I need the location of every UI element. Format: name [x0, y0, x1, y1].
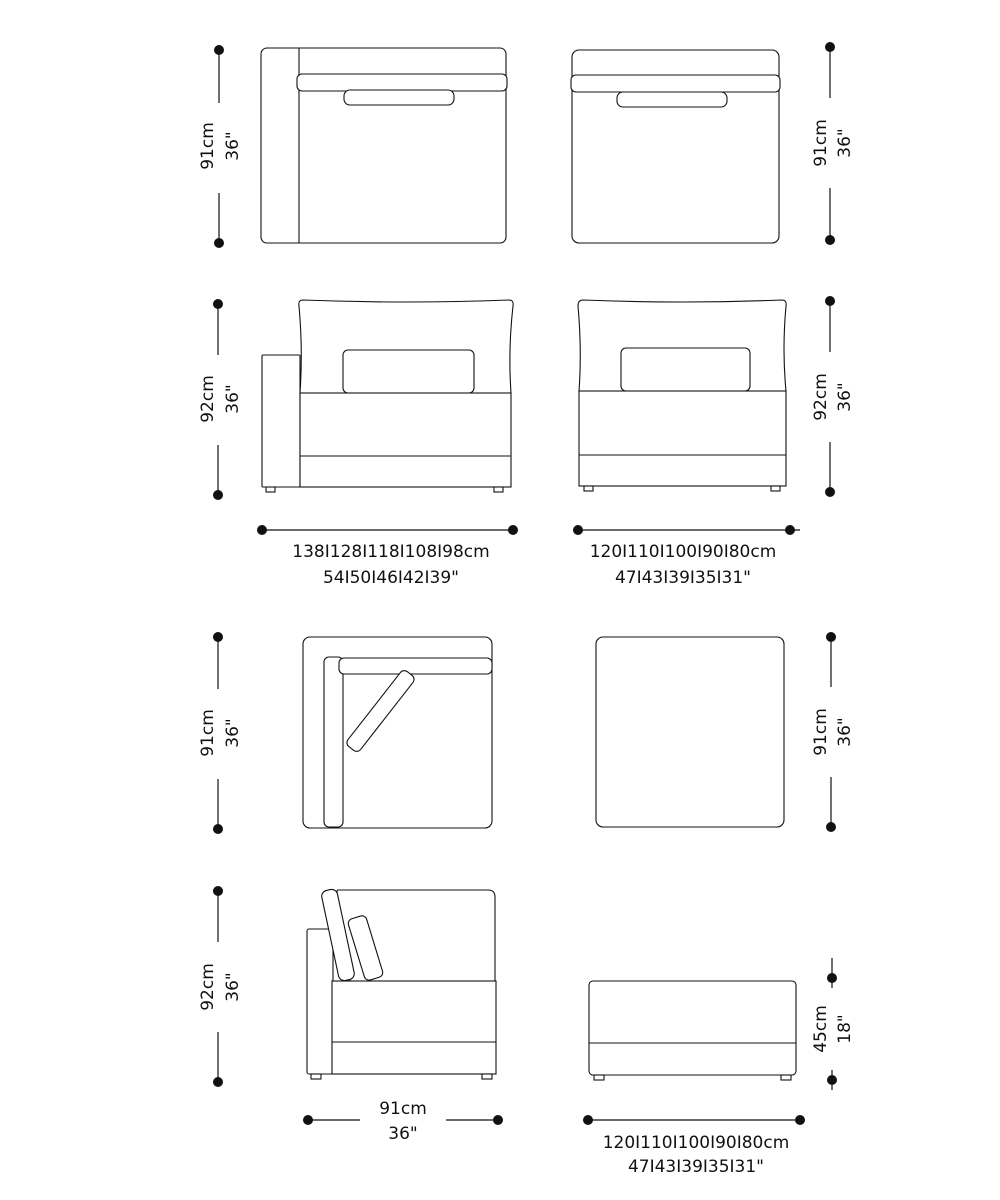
arm-unit-front-view [262, 300, 513, 492]
dimension-corner-width [303, 1099, 503, 1144]
dimension-cm-label: 138I128I118I108I98cm [292, 542, 490, 562]
dimension-cm-label: 91cm [811, 119, 831, 167]
armless-unit-front-view [578, 300, 786, 491]
dimension-cm-label: 45cm [811, 1005, 831, 1053]
dimension-inch-label: 36" [835, 717, 855, 747]
dimension-cm-label: 91cm [198, 122, 218, 170]
dimension-inch-label: 47I43I39I35I31" [614, 568, 752, 588]
dimension-inch-label: 36" [388, 1124, 418, 1144]
dimension-cm-label: 91cm [811, 708, 831, 756]
dimension-inch-label: 47I43I39I35I31" [627, 1157, 765, 1177]
dimension-inch-label: 36" [223, 384, 243, 414]
dimension-cm-label: 120I110I100I90I80cm [602, 1133, 790, 1153]
dimension-cm-label: 92cm [198, 963, 218, 1011]
dimension-arm-top-depth [198, 45, 243, 248]
dimension-inch-label: 54I50I46I42I39" [322, 568, 460, 588]
dimension-inch-label: 36" [223, 131, 243, 161]
dimension-ottoman-height [811, 958, 855, 1090]
dimension-ottoman-width [583, 1115, 805, 1177]
dimension-armless-top-depth [811, 42, 855, 245]
dimension-corner-front-height [198, 886, 243, 1087]
dimension-arm-front-height [198, 299, 243, 500]
dimension-cm-label: 92cm [198, 375, 218, 423]
corner-unit-front-view [307, 888, 496, 1079]
dimension-inch-label: 36" [835, 128, 855, 158]
dimension-armless-front-height [811, 296, 855, 497]
ottoman-top-view [596, 637, 784, 827]
dimension-arm-width [257, 525, 518, 588]
dimension-cm-label: 120I110I100I90I80cm [589, 542, 777, 562]
dimension-cm-label: 91cm [198, 709, 218, 757]
dimension-cm-label: 91cm [379, 1099, 427, 1119]
ottoman-front-view [589, 981, 796, 1080]
dimension-armless-width [573, 525, 800, 588]
dimension-inch-label: 36" [223, 718, 243, 748]
dimension-inch-label: 36" [835, 382, 855, 412]
dimension-inch-label: 36" [223, 972, 243, 1002]
dimension-cm-label: 92cm [811, 373, 831, 421]
corner-unit-top-view [303, 637, 492, 828]
dimension-corner-top-depth [198, 632, 243, 834]
dimension-inch-label: 18" [835, 1014, 855, 1044]
armless-unit-top-view [571, 50, 780, 243]
arm-unit-top-view [261, 48, 507, 243]
dimension-ottoman-top-depth [811, 632, 855, 832]
